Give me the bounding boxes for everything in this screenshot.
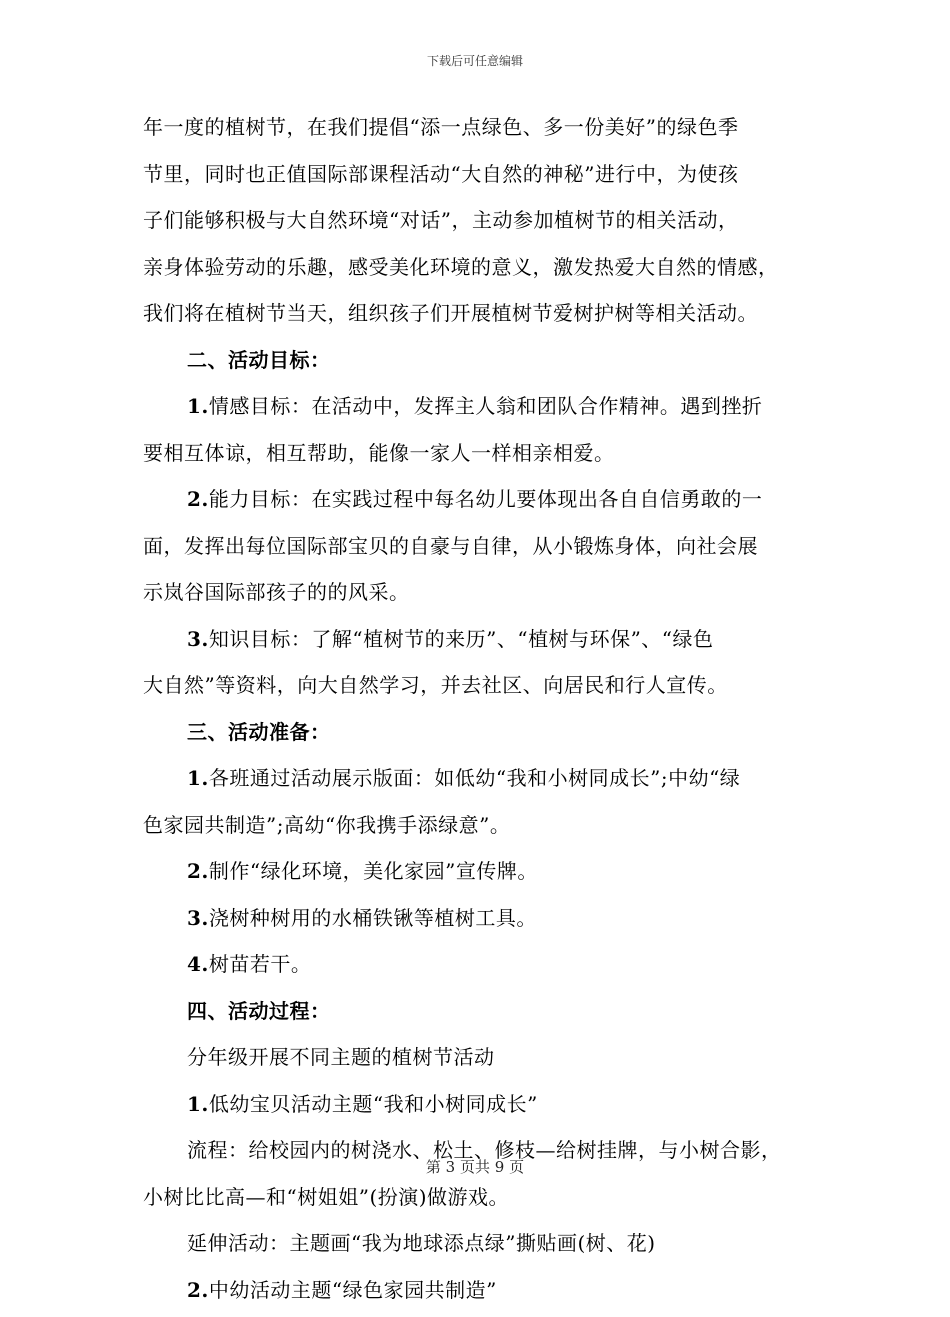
list-item-line — [143, 945, 807, 992]
item-number: 1. — [187, 766, 209, 790]
paragraph-line — [143, 201, 807, 248]
paragraph-line — [143, 1038, 807, 1085]
line-text: 能力目标：在实践过程中每名幼儿要体现出各自自信勇敢的一 — [209, 487, 763, 511]
list-item-line — [143, 480, 807, 527]
section-heading: 二、活动目标： — [143, 341, 807, 388]
line-text: 亲身体验劳动的乐趣，感受美化环境的意义，激发热爱大自然的情感， — [143, 255, 779, 279]
list-item-line — [143, 434, 807, 481]
line-text: 延伸活动：主题画“我为地球添点绿”撕贴画(树、花) — [187, 1231, 656, 1255]
document-body — [143, 108, 807, 1317]
list-item-line — [143, 1271, 807, 1317]
line-text: 要相互体谅，相互帮助，能像一家人一样相亲相爱。 — [143, 441, 615, 465]
paragraph-line — [143, 155, 807, 202]
line-text: 色家园共制造”;高幼“你我携手添绿意”。 — [143, 813, 510, 837]
line-text: 知识目标：了解“植树节的来历”、“植树与环保”、“绿色 — [209, 627, 714, 651]
line-text: 我们将在植树节当天，组织孩子们开展植树节爱树护树等相关活动。 — [143, 301, 758, 325]
line-text: 子们能够积极与大自然环境“对话”，主动参加植树节的相关活动， — [143, 208, 738, 232]
list-item-line — [143, 573, 807, 620]
list-item-line — [143, 806, 807, 853]
page-footer: 第 3 页共 9 页 — [0, 1156, 950, 1177]
item-number: 2. — [187, 1278, 209, 1302]
list-item-line — [143, 899, 807, 946]
list-item-line — [143, 527, 807, 574]
list-item-line — [143, 387, 807, 434]
line-text: 树苗若干。 — [209, 952, 312, 976]
line-text: 节里，同时也正值国际部课程活动“大自然的神秘”进行中，为使孩 — [143, 162, 738, 186]
list-item-line — [143, 852, 807, 899]
line-text: 浇树种树用的水桶铁锹等植树工具。 — [209, 906, 537, 930]
paragraph-line — [143, 294, 807, 341]
line-text: 各班通过活动展示版面：如低幼“我和小树同成长”;中幼“绿 — [209, 766, 740, 790]
line-text: 大自然”等资料，向大自然学习，并去社区、向居民和行人宣传。 — [143, 673, 728, 697]
item-number: 1. — [187, 1092, 209, 1116]
line-text: 制作“绿化环境，美化家园”宣传牌。 — [209, 859, 538, 883]
paragraph-line — [143, 108, 807, 155]
line-text: 分年级开展不同主题的植树节活动 — [187, 1045, 495, 1069]
list-item-line — [143, 666, 807, 713]
section-heading: 三、活动准备： — [143, 713, 807, 760]
item-number: 3. — [187, 906, 209, 930]
line-text: 中幼活动主题“绿色家园共制造” — [209, 1278, 497, 1302]
item-number: 2. — [187, 487, 209, 511]
paragraph-line — [143, 1178, 807, 1225]
list-item-line — [143, 1085, 807, 1132]
item-number: 4. — [187, 952, 209, 976]
line-text: 小树比比高—和“树姐姐”(扮演)做游戏。 — [143, 1185, 509, 1209]
line-text: 面，发挥出每位国际部宝贝的自豪与自律，从小锻炼身体，向社会展 — [143, 534, 758, 558]
section-heading: 四、活动过程： — [143, 992, 807, 1039]
item-number: 2. — [187, 859, 209, 883]
list-item-line — [143, 759, 807, 806]
line-text: 流程：给校园内的树浇水、松土、修枝—给树挂牌，与小树合影， — [187, 1138, 782, 1162]
item-number: 3. — [187, 627, 209, 651]
line-text: 年一度的植树节，在我们提倡“添一点绿色、多一份美好”的绿色季 — [143, 115, 738, 139]
paragraph-line — [143, 248, 807, 295]
item-number: 1. — [187, 394, 209, 418]
page-header: 下载后可任意编辑 — [0, 52, 950, 69]
line-text: 情感目标：在活动中，发挥主人翁和团队合作精神。遇到挫折 — [209, 394, 763, 418]
line-text: 示岚谷国际部孩子的的风采。 — [143, 580, 410, 604]
list-item-line — [143, 620, 807, 667]
line-text: 低幼宝贝活动主题“我和小树同成长” — [209, 1092, 538, 1116]
paragraph-line — [143, 1224, 807, 1271]
